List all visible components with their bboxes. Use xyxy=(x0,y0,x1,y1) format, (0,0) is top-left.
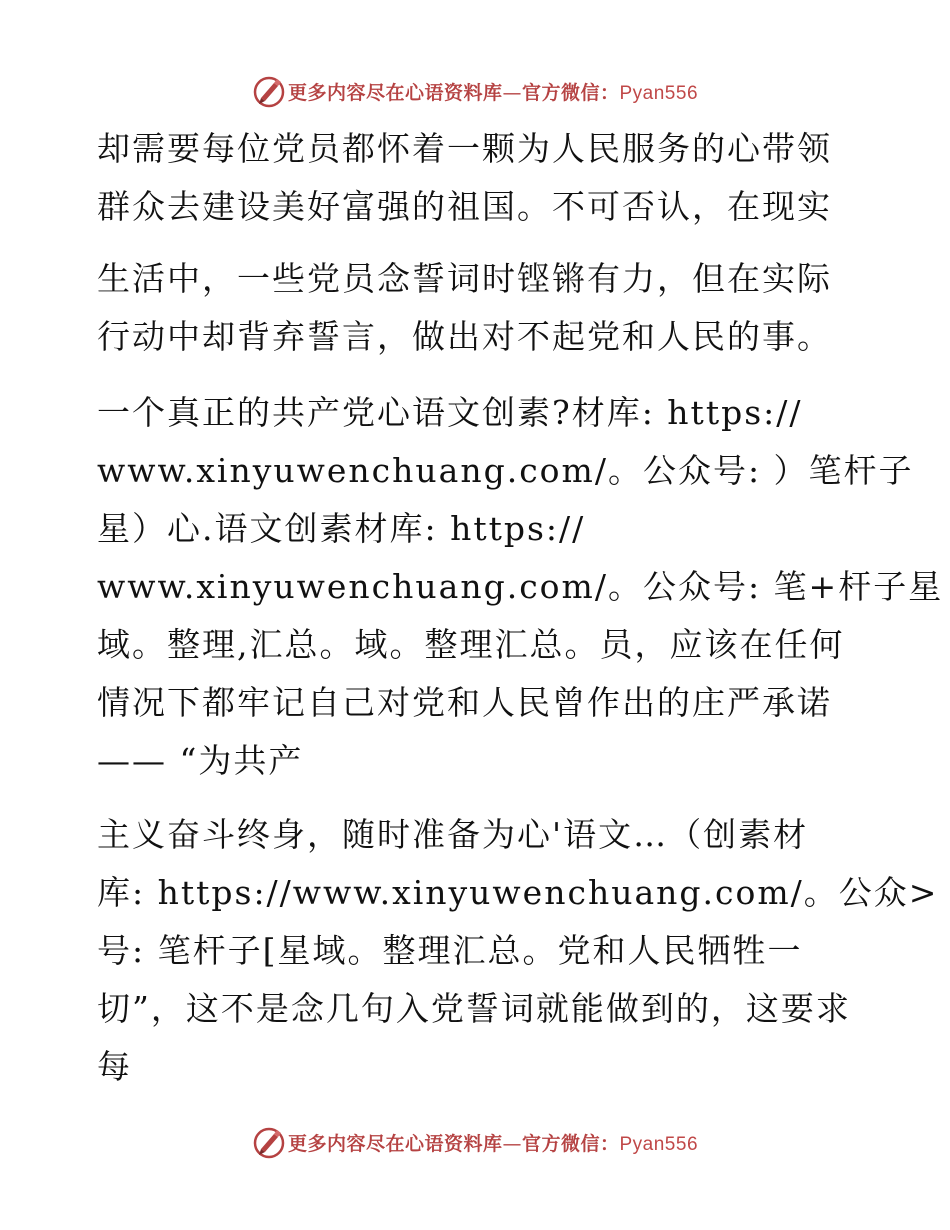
text-line: 生活中，一些党员念誓词时铿锵有力，但在实际 xyxy=(97,259,832,298)
banner-text xyxy=(288,1129,698,1156)
text-line: 域。整理,汇总。域。整理汇总。员，应该在任何 xyxy=(97,625,845,664)
text-line: 一个真正的共产党心语文创素?材库: https:// xyxy=(97,393,803,432)
banner-text xyxy=(288,78,698,105)
text-line: www.xinyuwenchuang.com/。公众号: 笔+杆子星 xyxy=(97,567,944,606)
banner-separator: — xyxy=(502,1132,522,1155)
banner-official-label: 官方微信： xyxy=(521,81,620,104)
text-line: 行动中却背弃誓言，做出对不起党和人民的事。 xyxy=(97,317,832,356)
banner-main-text: 更多内容尽在心语资料库 xyxy=(287,81,503,104)
text-line: 号: 笔杆子[星域。整理汇总。党和人民牺牲一 xyxy=(97,931,803,970)
footer-banner xyxy=(0,1122,950,1162)
text-line: 群众去建设美好富强的祖国。不可否认，在现实 xyxy=(97,187,832,226)
text-line: www.xinyuwenchuang.com/。公众号: ）笔杆子 xyxy=(97,451,914,490)
paragraph-2 xyxy=(97,250,897,366)
banner-official-label: 官方微信： xyxy=(521,1132,620,1155)
text-line: —— “为共产 xyxy=(97,741,304,780)
text-line: 情况下都牢记自己对党和人民曾作出的庄严承诺 xyxy=(97,683,832,722)
banner-wechat-id: Pyan556 xyxy=(619,1133,699,1155)
text-line: 每 xyxy=(97,1047,132,1086)
banner-separator: — xyxy=(502,81,522,104)
text-line: 库: https://www.xinyuwenchuang.com/。公众> xyxy=(97,873,939,912)
text-line: 切”，这不是念几句入党誓词就能做到的，这要求 xyxy=(97,989,851,1028)
paragraph-3 xyxy=(97,384,944,790)
text-line: 星）心.语文创素材库: https:// xyxy=(97,509,586,548)
banner-wechat-id: Pyan556 xyxy=(619,82,699,104)
text-line: 主义奋斗终身，随时准备为心'语文…（创素材 xyxy=(97,815,809,854)
paragraph-1 xyxy=(97,120,897,236)
text-line: 却需要每位党员都怀着一颗为人民服务的心带领 xyxy=(97,129,832,168)
header-banner xyxy=(0,71,950,111)
banner-main-text: 更多内容尽在心语资料库 xyxy=(287,1132,503,1155)
paragraph-4 xyxy=(97,806,939,1096)
pen-logo-icon xyxy=(252,74,286,108)
pen-logo-icon xyxy=(252,1125,286,1159)
